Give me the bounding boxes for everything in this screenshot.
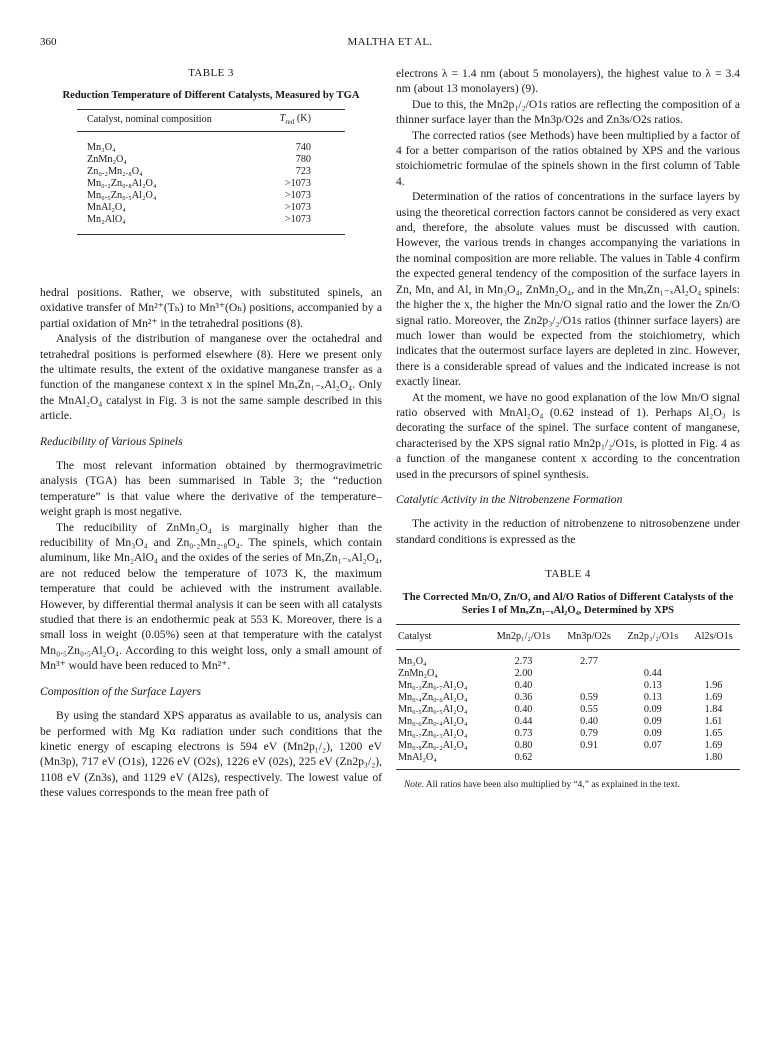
table-3-grid bbox=[77, 109, 345, 235]
table-cell-value bbox=[687, 668, 740, 680]
table-cell-catalyst: Mn₀.₆Zn₀.₄Al₂O₄ bbox=[398, 715, 468, 727]
table-row bbox=[396, 716, 740, 728]
table-cell-catalyst: ZnMn₂O₄ bbox=[87, 153, 127, 165]
table-cell-value: 0.09 bbox=[643, 715, 662, 727]
table-cell-value: 0.44 bbox=[643, 667, 662, 679]
table-4-header: Mn3p/O2s bbox=[559, 624, 618, 649]
paragraph: By using the standard XPS apparatus as available to us, analysis can be performed with Mg Kα radiation under such conditions that the kinetic energy of escaping electrons is 594 eV (Mn2p₁/₂), 1200 eV (Mn3p), 717 eV (O1s), 1226 eV (O2s), 1226 eV (02s), 225 eV (Zn2p₃/₂), 1108 eV (Zn3s), and 1129 eV (Al2s), respectively. The lowest value of these values corresponds to the mean free path of bbox=[40, 709, 382, 800]
table-row bbox=[77, 178, 345, 190]
table-cell-value: 723 bbox=[295, 165, 311, 177]
table-cell-value: 0.13 bbox=[643, 691, 662, 703]
table-cell-value: >1073 bbox=[284, 189, 311, 201]
paragraph: The corrected ratios (see Methods) have been multiplied by a factor of 4 for a better comparison of the ratios obtained by XPS and the various stoichiometric formulae of the spinels shown in the first column of Table 4. bbox=[396, 128, 740, 188]
right-column bbox=[396, 66, 740, 791]
table-3-label: TABLE 3 bbox=[188, 67, 234, 79]
table-cell-value: 0.91 bbox=[580, 739, 598, 751]
table-cell-value: 0.07 bbox=[643, 739, 662, 751]
table-row bbox=[77, 154, 345, 166]
table-cell-value: 0.73 bbox=[514, 727, 533, 739]
paragraph: The activity in the reduction of nitrobenzene to nitrosobenzene under standard conditions is expressed as the bbox=[396, 517, 740, 546]
table-cell-value bbox=[687, 649, 740, 668]
table-row bbox=[396, 752, 740, 770]
table-cell-value: 1.84 bbox=[704, 703, 723, 715]
table-cell-catalyst: Mn₀.₄Zn₀.₆Al₂O₄ bbox=[398, 691, 468, 703]
paragraph: electrons λ = 1.4 nm (about 5 monolayers), the highest value to λ = 3.4 nm (about 13 monolayers) (9). bbox=[396, 67, 740, 96]
table-4-label: TABLE 4 bbox=[545, 568, 591, 581]
table-4-note bbox=[396, 779, 740, 791]
section-heading-surface-layers: Composition of the Surface Layers bbox=[40, 684, 202, 698]
paragraph: The most relevant information obtained by thermogravimetric analysis (TGA) has been summarised in Table 3; the “reduction temperature” is that value where the derivative of the temperature–weight graph is most negative. bbox=[40, 459, 382, 519]
table-cell-value: 2.77 bbox=[580, 655, 598, 667]
table-cell-value: 0.55 bbox=[580, 703, 598, 715]
table-row bbox=[396, 668, 740, 680]
table-cell-value: 780 bbox=[295, 153, 311, 165]
table-4-header: Mn2p₁/₂/O1s bbox=[488, 624, 560, 649]
table-3-header-catalyst: Catalyst, nominal composition bbox=[77, 109, 256, 131]
paragraph: Analysis of the distribution of manganese over the octahedral and tetrahedral positions is performed elsewhere (8). Here we present only the ultimate results, the extent of the oxidative manganese transfer as a function of the manganese context x in the spinel MnₓZn₁₋ₓAl₂O₄. Only the MnAl₂O₄ catalyst in Fig. 3 is not the same sample described in this article. bbox=[40, 332, 382, 423]
page-number: 360 bbox=[40, 36, 57, 48]
table-4-grid bbox=[396, 624, 740, 770]
table-cell-value: 0.59 bbox=[580, 691, 598, 703]
table-row bbox=[77, 166, 345, 178]
table-3 bbox=[40, 66, 382, 235]
table-cell-value: 2.00 bbox=[514, 667, 533, 679]
table-row bbox=[77, 202, 345, 214]
table-cell-catalyst: Mn₃O₄ bbox=[398, 655, 427, 667]
table-cell-value: 0.44 bbox=[514, 715, 533, 727]
table-4-note-label: Note. bbox=[404, 779, 425, 790]
table-3-caption: Reduction Temperature of Different Catalysts, Measured by TGA bbox=[62, 90, 360, 102]
table-cell-value bbox=[559, 680, 618, 692]
paragraph: Determination of the ratios of concentrations in the surface layers by using the theoretical correction factors cannot be considered as very exact and, therefore, the absolute values must be discussed with caution. However, the various trends in changes accompanying the variations in the nominal composition are more reliable. The values in Table 4 confirm the expected general tendency of the composition of the surface layers in Zn, Mn, and Al, in Mn₃O₄, ZnMn₂O₄, and in the MnₓZn₁₋ₓAl₂O₄ spinels: the higher the x, the higher the Mn/O signal ratio and the lower the Zn/O signal ratio. Moreover, the Zn2p₃/₂/O1s ratios (thinner surface layers) are much lower than would be expected from the stoichiometry, which indicates that the outermost surface layers are depleted in zinc. However, there is a considerable spread of values and the indicated increase is not exactly linear. bbox=[396, 190, 740, 389]
table-cell-value bbox=[619, 649, 687, 668]
paragraph: hedral positions. Rather, we observe, with substituted spinels, an oxidative transfer of Mn²⁺(Tₕ) to Mn³⁺(Oₕ) positions, accompanied by a partial oxidation of Mn²⁺ in the tetrahedral positions (8). bbox=[40, 285, 382, 330]
paragraph: At the moment, we have no good explanation of the low Mn/O signal ratio observed with MnAl₂O₄ (0.62 instead of 1). Perhaps Al₂O₃ is decorating the surface of the spinel. The surface content of manganese, characterised by the XPS signal ratio Mn2p₁/₂/O1s, is plotted in Fig. 4 as a function of the manganese content x according to the concentration used in the precursors of spinel synthesis. bbox=[396, 390, 740, 481]
table-cell-value: 0.09 bbox=[643, 727, 662, 739]
table-cell-catalyst: Mn₀.₃Zn₀.₇Al₂O₄ bbox=[398, 679, 468, 691]
table-cell-catalyst: Mn₀.₅Zn₀.₅Al₂O₄ bbox=[398, 703, 468, 715]
table-cell-catalyst: Mn₀.₈Zn₀.₂Al₂O₄ bbox=[398, 739, 468, 751]
table-row bbox=[77, 214, 345, 235]
table-row bbox=[396, 649, 740, 668]
table-cell-value: 0.09 bbox=[643, 703, 662, 715]
table-cell-value: 0.40 bbox=[514, 703, 533, 715]
table-4 bbox=[396, 567, 740, 790]
section-heading-reducibility: Reducibility of Various Spinels bbox=[40, 434, 183, 448]
table-row bbox=[77, 190, 345, 202]
running-head bbox=[40, 36, 740, 50]
table-cell-value: 1.96 bbox=[704, 679, 723, 691]
table-cell-value: 0.62 bbox=[488, 752, 560, 770]
table-3-header-tred: $T_{red}$ (K) bbox=[256, 109, 345, 131]
table-cell-catalyst: MnAl₂O₄ bbox=[87, 201, 126, 213]
table-cell-value: 1.80 bbox=[687, 752, 740, 770]
table-cell-value: 0.40 bbox=[580, 715, 598, 727]
left-column bbox=[40, 66, 382, 801]
table-cell-catalyst: Mn₀.₂Zn₀.₈Al₂O₄ bbox=[87, 177, 157, 189]
table-cell-value: 1.69 bbox=[704, 739, 723, 751]
table-row bbox=[77, 131, 345, 154]
table-row bbox=[396, 704, 740, 716]
table-cell-value bbox=[559, 668, 618, 680]
table-cell-value: 740 bbox=[295, 141, 311, 153]
table-cell-value: 0.79 bbox=[580, 727, 598, 739]
table-cell-catalyst: Zn₀.₂Mn₂.₈O₄ bbox=[87, 165, 143, 177]
table-cell-catalyst: Mn₂AlO₄ bbox=[77, 214, 256, 235]
table-4-caption: The Corrected Mn/O, Zn/O, and Al/O Ratios of Different Catalysts of the Series I of MnₓZn₁₋ₓAl₂O₄, Determined by XPS bbox=[402, 591, 734, 617]
table-cell-catalyst: Mn₀.₇Zn₀.₃Al₂O₄ bbox=[398, 727, 468, 739]
table-row bbox=[396, 728, 740, 740]
table-row bbox=[396, 740, 740, 752]
table-cell-value bbox=[559, 752, 618, 770]
table-cell-catalyst: ZnMn₂O₄ bbox=[398, 667, 438, 679]
running-title: MALTHA ET AL. bbox=[347, 36, 433, 48]
table-cell-value: 1.69 bbox=[704, 691, 723, 703]
section-heading-catalytic-activity: Catalytic Activity in the Nitrobenzene Formation bbox=[396, 492, 623, 506]
table-cell-value bbox=[619, 752, 687, 770]
table-row bbox=[396, 692, 740, 704]
table-cell-value: >1073 bbox=[256, 214, 345, 235]
table-4-note-text: All ratios have been also multiplied by “4,” as explained in the text. bbox=[425, 779, 680, 790]
table-cell-value: 1.65 bbox=[704, 727, 723, 739]
table-cell-value: 0.40 bbox=[514, 679, 533, 691]
table-cell-value: >1073 bbox=[284, 201, 311, 213]
table-cell-value: 0.36 bbox=[514, 691, 533, 703]
table-cell-catalyst: Mn₃O₄ bbox=[87, 141, 116, 153]
paragraph: The reducibility of ZnMn₂O₄ is marginally higher than the reducibility of Mn₃O₄ and Zn₀.₂Mn₂.₈O₄. The spinels, which contain aluminum, like Mn₂AlO₄ and the oxides of the series of MnₓZn₁₋ₓAl₂O₄, are not reduced below the temperature of 1073 K, the maximum temperature that could be achieved with the instrument available. However, by differential thermal analysis it can be seen with all catalysts studied that there is an endothermic peak at 553 K. Moreover, there is a small loss in weight (0.05%) seen at that temperature with the catalyst Mn₀.₅Zn₀.₅Al₂O₄. According to this weight loss, only a small amount of Mn³⁺ would have been reduced to Mn²⁺. bbox=[40, 520, 382, 673]
table-cell-value: 0.13 bbox=[643, 679, 662, 691]
table-cell-value: >1073 bbox=[284, 177, 311, 189]
table-4-header: Zn2p₃/₂/O1s bbox=[619, 624, 687, 649]
table-cell-value: 1.61 bbox=[704, 715, 723, 727]
table-4-header: Catalyst bbox=[396, 624, 488, 649]
table-cell-catalyst: Mn₀.₅Zn₀.₅Al₂O₄ bbox=[87, 189, 157, 201]
table-cell-value: 0.80 bbox=[514, 739, 533, 751]
table-4-header: Al2s/O1s bbox=[687, 624, 740, 649]
table-cell-catalyst: MnAl₂O₄ bbox=[396, 752, 488, 770]
table-cell-value: 2.73 bbox=[514, 655, 533, 667]
table-row bbox=[396, 680, 740, 692]
paragraph: Due to this, the Mn2p₁/₂/O1s ratios are reflecting the composition of a thinner surface layer than the Mn3p/O2s and Zn3s/O2s ratios. bbox=[396, 97, 740, 127]
